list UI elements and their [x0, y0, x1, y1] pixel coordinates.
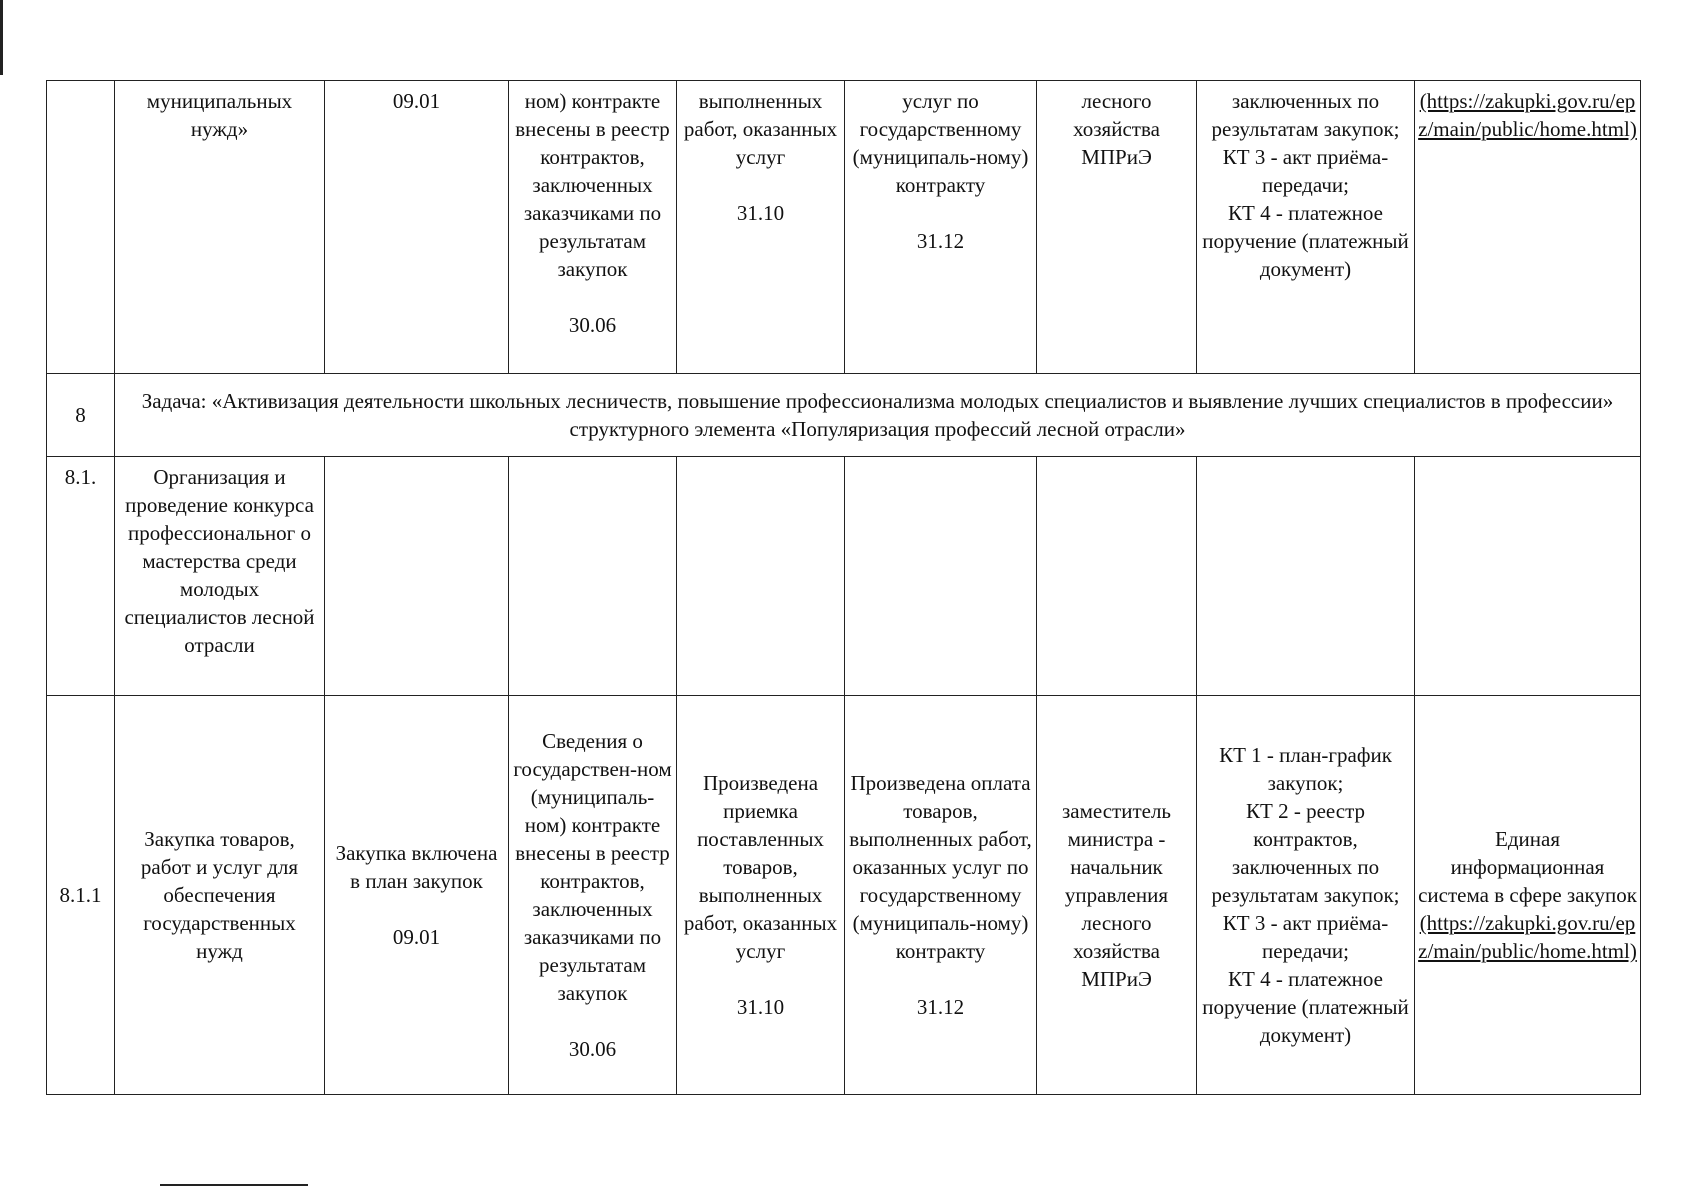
row-number-cell — [47, 81, 115, 374]
checkpoint-acceptance-cell — [677, 696, 845, 1095]
checkpoint-text: Сведения о государствен-ном (муниципаль-ном) контракте внесены в реестр контрактов, заключенных заказчиками по результатам закупок — [513, 729, 672, 1005]
checkpoint-contract-cell — [509, 81, 677, 374]
table-row-task — [47, 374, 1641, 457]
checkpoint-date: 31.12 — [916, 229, 965, 253]
empty-cell — [509, 457, 677, 696]
table-row-subevent — [47, 696, 1641, 1095]
table-row-continuation — [47, 81, 1641, 374]
responsible-cell: заместитель министра - начальник управления лесного хозяйства МПРиЭ — [1037, 696, 1197, 1095]
empty-cell — [325, 457, 509, 696]
checkpoint-text: Произведена оплата товаров, выполненных работ, оказанных услуг по государственному (муниципаль-ному) контракту — [849, 771, 1032, 963]
checkpoint-acceptance-cell — [677, 81, 845, 374]
checkpoint-contract-cell — [509, 696, 677, 1095]
checkpoint-text: Закупка включена в план закупок — [335, 841, 498, 893]
start-date-cell: 09.01 — [325, 81, 509, 374]
checkpoint-text: ном) контракте внесены в реестр контрактов, заключенных заказчиками по результатам закупок — [515, 89, 670, 281]
checkpoint-text: выполненных работ, оказанных услуг — [683, 89, 838, 169]
zakupki-link[interactable]: (https://zakupki.gov.ru/epz/main/public/home.html) — [1418, 89, 1637, 141]
checkpoint-date: 31.10 — [736, 201, 785, 225]
empty-cell — [1197, 457, 1415, 696]
documents-cell: КТ 1 - план-график закупок; КТ 2 - реестр контрактов, заключенных по результатам закупок; КТ 3 - акт приёма-передачи; КТ 4 - платежное поручение (платежный документ) — [1197, 696, 1415, 1095]
checkpoint-date: 30.06 — [568, 1037, 617, 1061]
plan-table — [46, 80, 1641, 1095]
zakupki-link[interactable]: (https://zakupki.gov.ru/epz/main/public/home.html) — [1418, 911, 1637, 963]
checkpoint-date: 31.12 — [916, 995, 965, 1019]
documents-cell: заключенных по результатам закупок; КТ 3 - акт приёма-передачи; КТ 4 - платежное поручение (платежный документ) — [1197, 81, 1415, 374]
info-system-cell — [1415, 81, 1641, 374]
info-system-cell — [1415, 696, 1641, 1095]
checkpoint-date: 30.06 — [568, 313, 617, 337]
empty-cell — [1037, 457, 1197, 696]
scan-edge-mark — [0, 0, 3, 75]
info-system-name: Единая информационная система в сфере закупок — [1418, 827, 1637, 907]
subevent-number-cell: 8.1.1 — [47, 696, 115, 1095]
empty-cell — [1415, 457, 1641, 696]
plan-inclusion-cell — [325, 696, 509, 1095]
empty-cell — [845, 457, 1037, 696]
subevent-name-cell: Закупка товаров, работ и услуг для обеспечения государственных нужд — [115, 696, 325, 1095]
checkpoint-text: Произведена приемка поставленных товаров, выполненных работ, оказанных услуг — [683, 771, 838, 963]
task-number-cell: 8 — [47, 374, 115, 457]
empty-cell — [677, 457, 845, 696]
footnote-divider — [160, 1184, 308, 1186]
checkpoint-payment-cell — [845, 696, 1037, 1095]
task-description-cell: Задача: «Активизация деятельности школьных лесничеств, повышение профессионализма молодых специалистов и выявление лучших специалистов в профессии» структурного элемента «Популяризация профессий лесной отрасли» — [115, 374, 1641, 457]
checkpoint-payment-cell — [845, 81, 1037, 374]
responsible-cell: лесного хозяйства МПРиЭ — [1037, 81, 1197, 374]
event-name-cell: муниципальных нужд» — [115, 81, 325, 374]
event-name-cell: Организация и проведение конкурса профессиональног о мастерства среди молодых специалистов лесной отрасли — [115, 457, 325, 696]
checkpoint-text: услуг по государственному (муниципаль-ному) контракту — [852, 89, 1029, 197]
table-row-event — [47, 457, 1641, 696]
checkpoint-date: 31.10 — [736, 995, 785, 1019]
event-number-cell: 8.1. — [47, 457, 115, 696]
checkpoint-date: 09.01 — [392, 925, 441, 949]
